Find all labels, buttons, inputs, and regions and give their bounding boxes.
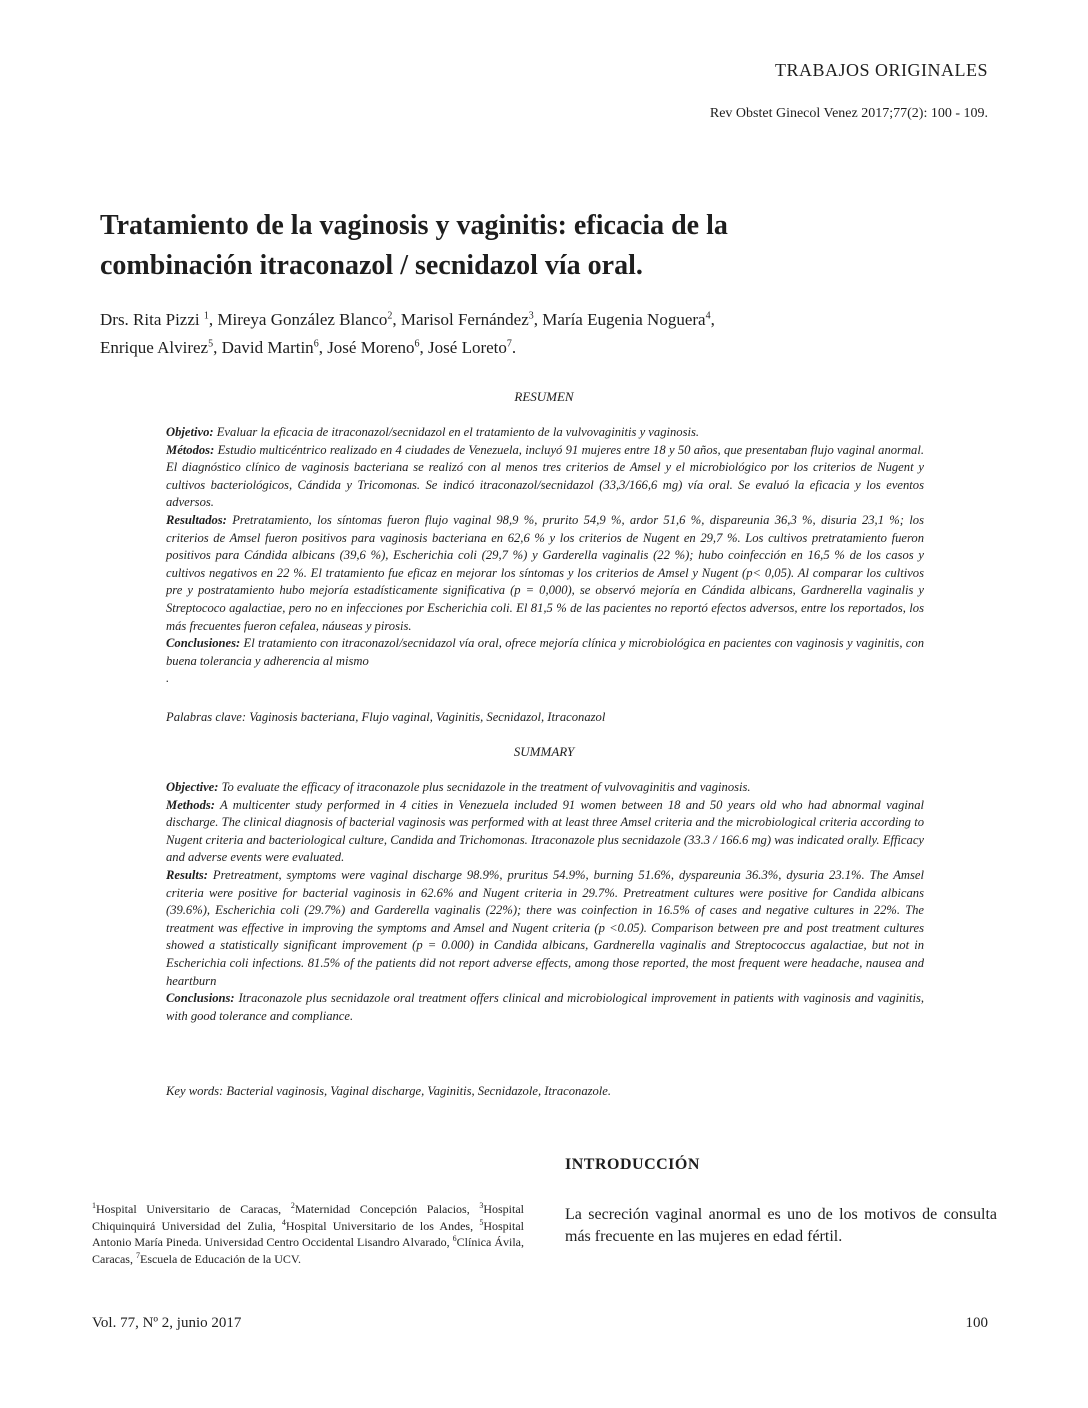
resumen-body [166,424,924,688]
resumen-metodos: Métodos: Estudio multicéntrico realizado en 4 ciudades de Venezuela, incluyó 91 mujeres entre 18 y 50 años, que presentaban flujo vaginal anormal. El diagnóstico clínico de vaginosis bacteriana se realizó con al menos tres criterios de Amsel y el microbiológico por los criterios de Nugent y cultivos bacteriológicos, Cándida y Tricomonas. Se indicó itraconazol/secnidazol (33,3/166,6 mg) vía oral. Se evaluó la eficacia y los eventos adversos. [166,442,924,510]
page-number: 100 [965,1315,988,1331]
affiliation: $^7$Escuela de Educación de la UCV. [135,1250,302,1266]
author: Enrique Alvirez$^5$, [100,338,222,357]
author: Mireya González Blanco$^2$, [217,310,401,329]
introduction-text: La secreción vaginal anormal es uno de los motivos de consulta más frecuente en las mujeres en edad fértil. [565,1206,997,1245]
affiliation: $^3$Hospital Chiquinquirá Universidad del Zulia, [92,1201,524,1233]
resumen-resultados: Resultados: Pretratamiento, los síntomas fueron flujo vaginal 98,9 %, prurito 54,9 %, ardor 51,6 %, dispareunia 36,3 %, disuria 23,1 %; los criterios de Amsel fueron positivos para vaginosis bacteriana en 62,6 % y los criterios de Nugent en 29,7 %. Los cultivos pretratamiento fueron positivos para Cándida albicans (39,6 %), Escherichia coli (29,7 %) y Garderella vaginalis (22 %); hubo coinfección en 16,5 % de los casos y cultivos negativos en 22 %. El tratamiento fue eficaz en mejorar los síntomas y los criterios de Amsel y Nugent (p< 0,05). Al comparar los cultivos pre y postratamiento hubo mejoría estadísticamente significativa (p = 0,000), se observó mejoría en Cándida albicans, Gardnerella vaginalis y Streptococo agalactiae, pero no en infecciones por Escherichia coli. El 81,5 % de las pacientes no reportó efectos adversos, entre los reportados, los más frecuentes fueron cefalea, náuseas y pirosis. [166,512,924,633]
author: María Eugenia Noguera$^4$, [542,310,715,329]
article-title [100,206,980,286]
author: José Loreto$^7$. [428,338,517,357]
title-line: Tratamiento de la vaginosis y vaginitis: eficacia de la [100,210,728,241]
affiliation: $^4$Hospital Universitario de los Andes, [281,1217,480,1233]
section-label: TRABAJOS ORIGINALES [774,60,988,80]
summary-objective: Objective: To evaluate the efficacy of itraconazole plus secnidazole in the treatment of vulvovaginitis and vaginosis. [166,780,751,794]
footer-issue: Vol. 77, Nº 2, junio 2017 [92,1315,242,1331]
affiliations [92,1201,524,1267]
affiliation: $^6$Clínica Ávila, Caracas, [92,1234,525,1266]
summary-body [166,779,924,1025]
author: Marisol Fernández$^3$, [400,310,543,329]
author: José Moreno$^6$, [327,338,429,357]
resumen-conclusiones: Conclusiones: El tratamiento con itraconazol/secnidazol vía oral, ofrece mejoría clínica y microbiológica en pacientes con vaginosis y vaginitis, con buena tolerancia y adherencia al mismo [166,636,924,668]
title-line: combinación itraconazol / secnidazol vía oral. [100,250,643,281]
summary-heading: SUMMARY [513,744,575,759]
resumen-heading: RESUMEN [514,389,574,404]
author: Drs. Rita Pizzi $^1$, [100,310,218,329]
summary-methods: Methods: A multicenter study performed in 4 cities in Venezuela included 91 women between 18 and 50 years old who had abnormal vaginal discharge. The clinical diagnosis of bacterial vaginosis was performed with at least three Amsel criteria and the microbiological criteria according to Nugent criteria and bacteriological culture, Candida and Trichomonas. Itraconazole plus secnidazole (33.3 / 166.6 mg) was indicated orally. Efficacy and adverse events were evaluated. [166,797,924,865]
summary-results: Results: Pretreatment, symptoms were vaginal discharge 98.9%, pruritus 54.9%, burning 51.6%, dyspareunia 36.3%, dysuria 23.1%. The Amsel criteria were positive for bacterial vaginosis in 62.6% and Nugent criteria in 29.7%. Pretreatment cultures were positive for Candida albicans (39.6%), Escherichia coli (29.7%) and Garderella vaginalis (22%); there was coinfection in 16.5% of cases and negative cultures in 22%. The treatment was effective in improving the symptoms and Amsel and Nugent criteria (p <0.05). Comparison between pre and post treatment cultures showed a statistically significant improvement (p = 0.000) in Candida albicans, Gardnerella vaginalis and Streptococcus agalactiae, but not in Escherichia coli infections. 81.5% of the patients did not report adverse effects, among those reported, the most frequent were headache, nausea and heartburn [166,867,924,988]
affiliation: $^2$Maternidad Concepción Palacios, [290,1201,480,1216]
key-words: Key words: Bacterial vaginosis, Vaginal discharge, Vaginitis, Secnidazole, Itraconazole. [166,1084,612,1098]
journal-citation: Rev Obstet Ginecol Venez 2017;77(2): 100 - 109. [709,106,988,121]
affiliation: $^1$Hospital Universitario de Caracas, [92,1201,291,1216]
resumen-objetivo: Objetivo: Evaluar la eficacia de itraconazol/secnidazol en el tratamiento de la vulvovaginitis y vaginosis. [166,425,700,439]
summary-conclusions: Conclusions: Itraconazole plus secnidazole oral treatment offers clinical and microbiological improvement in patients with vaginosis and vaginitis, with good tolerance and compliance. [166,991,924,1023]
affiliation: $^5$Hospital Antonio María Pineda. Universidad Centro Occidental Lisandro Alvarado, [92,1217,524,1249]
author-list [100,306,980,362]
introduction-heading: INTRODUCCIÓN [565,1156,700,1173]
resumen-dot: . [166,671,170,686]
author: David Martin$^6$, [221,338,328,357]
palabras-clave: Palabras clave: Vaginosis bacteriana, Flujo vaginal, Vaginitis, Secnidazol, Itraconazol [166,710,606,724]
